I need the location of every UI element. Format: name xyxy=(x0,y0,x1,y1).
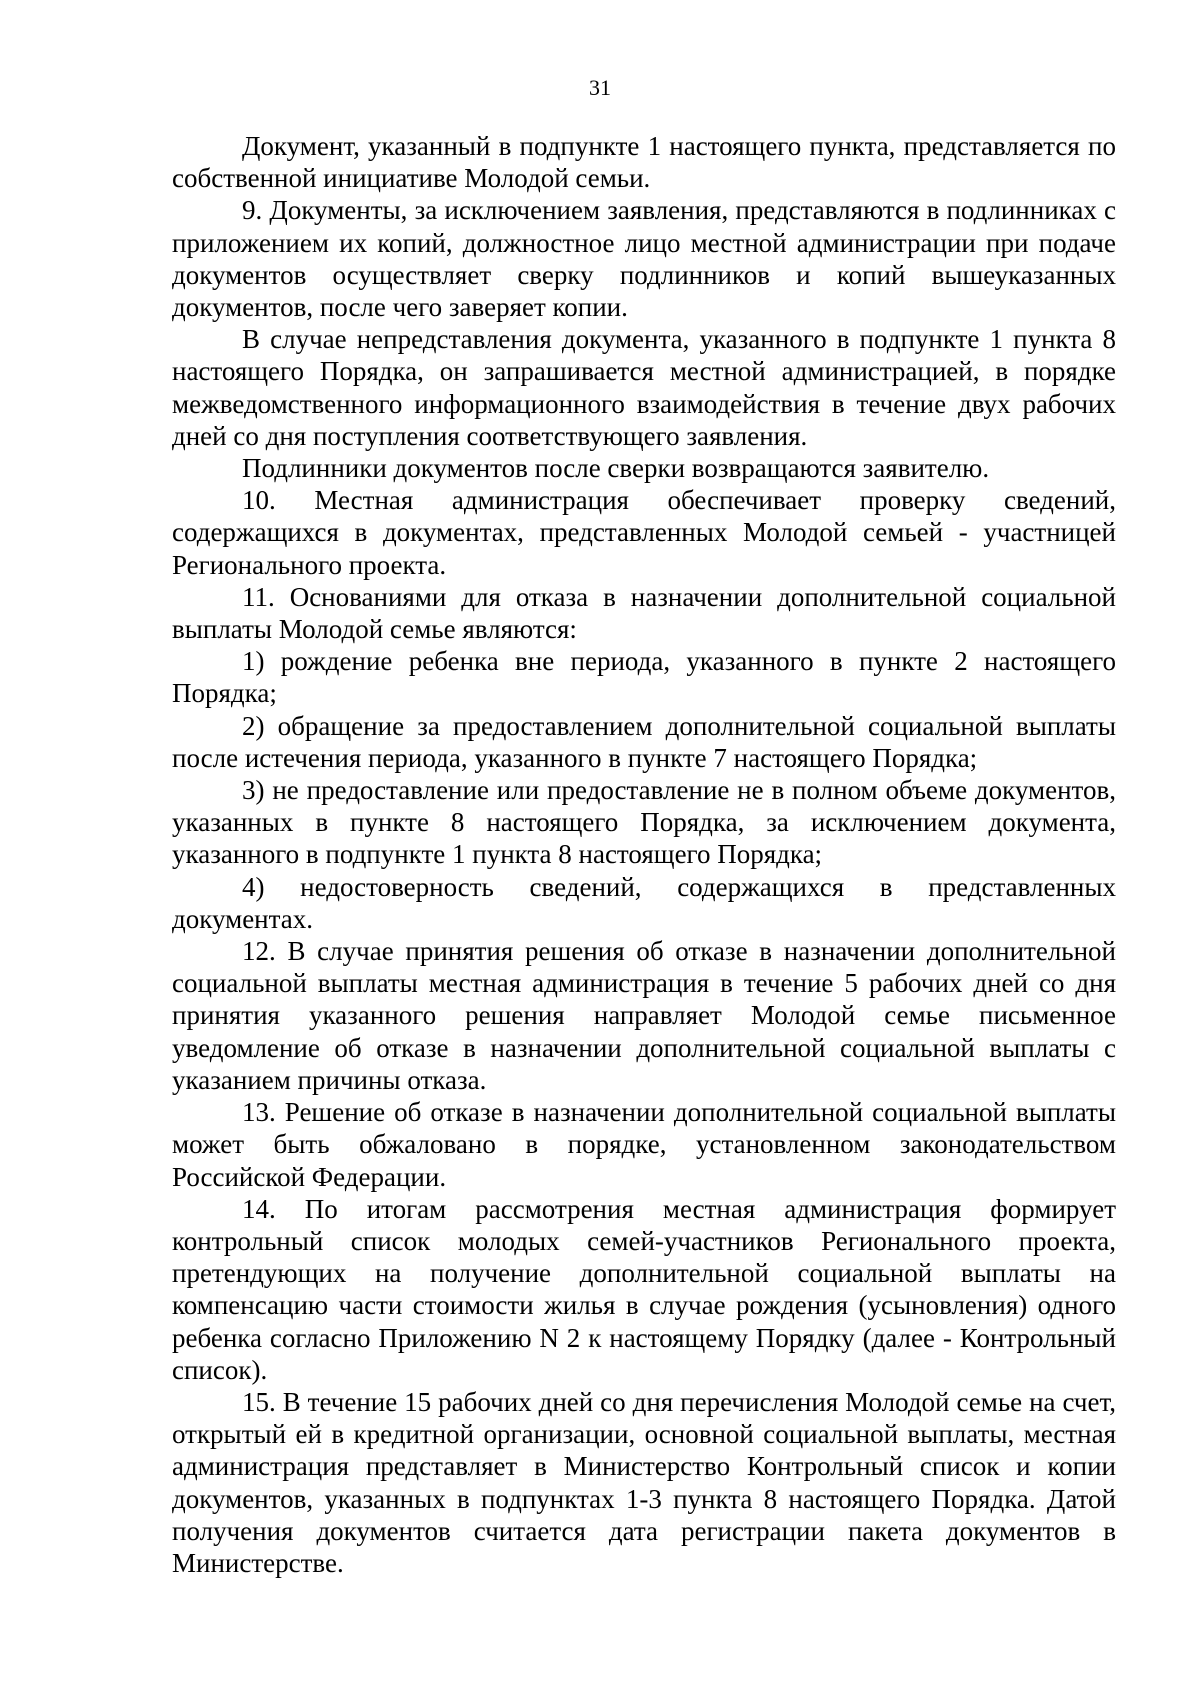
page-number: 31 xyxy=(589,75,611,100)
paragraph-non-submission: В случае непредставления документа, указанного в подпункте 1 пункта 8 настоящего Порядка, он запрашивается местной администрацией, в порядке межведомственного информационного взаимодействия в течение двух рабочих дней со дня поступления соответствующего заявления. xyxy=(172,324,1116,451)
paragraph-11-item-4: 4) недостоверность сведений, содержащихся в представленных документах. xyxy=(172,871,1116,934)
paragraph-15-submission: 15. В течение 15 рабочих дней со дня перечисления Молодой семье на счет, открытый ей в кредитной организации, основной социальной выплаты, местная администрация представляет в Министерство Контрольный список и копии документов, указанных в подпунктах 1-3 пункта 8 настоящего Порядка. Датой получения документов считается дата регистрации пакета документов в Министерстве. xyxy=(172,1386,1116,1578)
paragraph-9-originals: 9. Документы, за исключением заявления, представляются в подлинниках с приложением их копий, должностное лицо местной администрации при подаче документов осуществляет сверку подлинников и копий вышеуказанных документов, после чего заверяет копии. xyxy=(172,195,1116,323)
paragraph-document-initiative: Документ, указанный в подпункте 1 настоящего пункта, представляется по собственной инициативе Молодой семьи. xyxy=(172,131,1116,194)
paragraph-12-refusal-notice: 12. В случае принятия решения об отказе в назначении дополнительной социальной выплаты местная администрация в течение 5 рабочих дней со дня принятия указанного решения направляет Молодой семье письменное уведомление об отказе в назначении дополнительной социальной выплаты с указанием причины отказа. xyxy=(172,936,1116,1095)
document-body xyxy=(172,130,1116,1579)
paragraph-11-refusal-grounds: 11. Основаниями для отказа в назначении дополнительной социальной выплаты Молодой семье являются: xyxy=(172,581,1116,645)
paragraph-10-verification: 10. Местная администрация обеспечивает проверку сведений, содержащихся в документах, представленных Молодой семьей - участницей Регионального проекта. xyxy=(172,485,1116,580)
paragraph-13-appeal: 13. Решение об отказе в назначении дополнительной социальной выплаты может быть обжаловано в порядке, установленном законодательством Российской Федерации. xyxy=(172,1097,1116,1192)
paragraph-11-item-1: 1) рождение ребенка вне периода, указанного в пункте 2 настоящего Порядка; xyxy=(172,646,1116,709)
paragraph-originals-returned: Подлинники документов после сверки возвращаются заявителю. xyxy=(242,453,990,484)
paragraph-14-control-list: 14. По итогам рассмотрения местная администрация формирует контрольный список молодых семей-участников Регионального проекта, претендующих на получение дополнительной социальной выплаты на компенсацию части стоимости жилья в случае рождения (усыновления) одного ребенка согласно Приложению N 2 к настоящему Порядку (далее - Контрольный список). xyxy=(172,1193,1116,1385)
paragraph-11-item-3: 3) не предоставление или предоставление не в полном объеме документов, указанных в пункте 8 настоящего Порядка, за исключением документа, указанного в подпункте 1 пункта 8 настоящего Порядка; xyxy=(172,775,1116,870)
paragraph-11-item-2: 2) обращение за предоставлением дополнительной социальной выплаты после истечения периода, указанного в пункте 7 настоящего Порядка; xyxy=(172,710,1116,773)
